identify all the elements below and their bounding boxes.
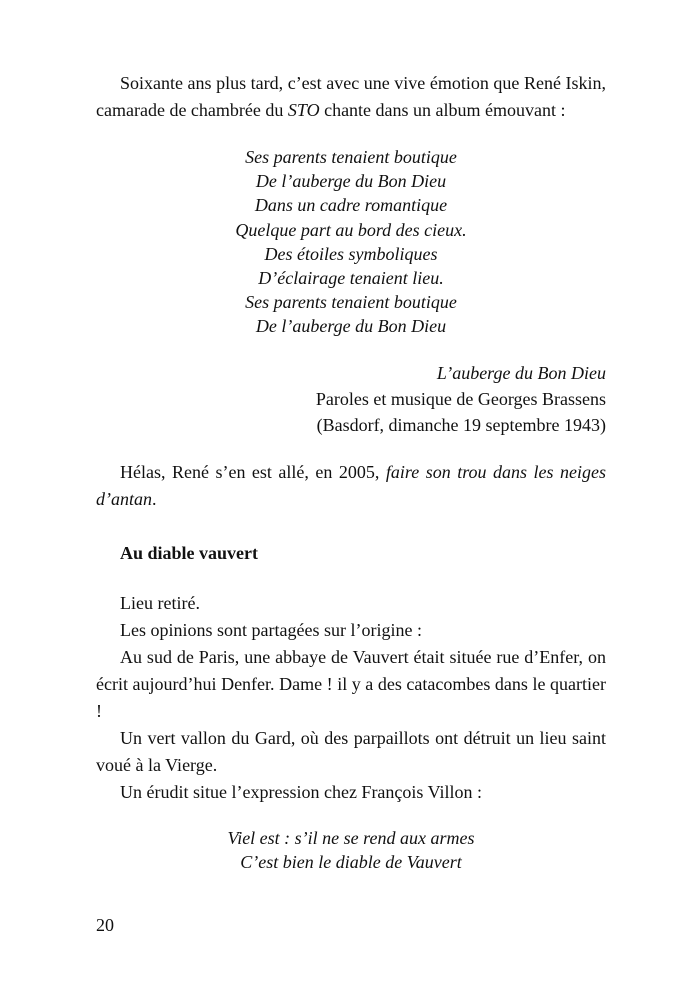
intro-text-start: Soixante ans plus tard, c’est avec une vive émotion que René Iskin, camarade de chambrée du — [96, 73, 606, 120]
paragraph: Un vert vallon du Gard, où des parpaillots ont détruit un lieu saint voué à la Vierge. — [96, 727, 606, 775]
paragraph: Les opinions sont partagées sur l’origine : — [120, 619, 422, 640]
page-body — [96, 70, 606, 874]
villon-verse — [96, 826, 606, 874]
song-title: L’auberge du Bon Dieu — [436, 362, 606, 383]
intro-paragraph — [96, 70, 606, 124]
lyric-line: De l’auberge du Bon Dieu — [255, 171, 447, 192]
section-heading: Au diable vauvert — [120, 542, 259, 563]
song-credit — [96, 360, 606, 438]
rene-text-start: Hélas, René s’en est allé, en 2005, — [120, 461, 386, 482]
paragraph: Au sud de Paris, une abbaye de Vauvert était située rue d’Enfer, on écrit aujourd’hui Denfer. Dame ! il y a des catacombes dans le quartier ! — [96, 646, 606, 721]
lyric-line: Ses parents tenaient boutique — [245, 147, 457, 167]
verse-line: Viel est : s’il ne se rend aux armes — [227, 827, 475, 848]
lyric-line: Quelque part au bord des cieux. — [235, 219, 467, 240]
song-place-date: (Basdorf, dimanche 19 septembre 1943) — [316, 414, 606, 435]
song-lyrics — [96, 145, 606, 339]
paragraph: Lieu retiré. — [120, 592, 200, 613]
rene-text-end: . — [152, 488, 157, 509]
rene-quote: faire son trou dans les neiges d’antan — [96, 461, 607, 509]
lyric-line: De l’auberge du Bon Dieu — [255, 316, 447, 337]
sto-abbreviation: STO — [287, 100, 320, 120]
verse-line: C’est bien le diable de Vauvert — [240, 851, 462, 872]
lyric-line: D’éclairage tenaient lieu. — [258, 268, 444, 289]
page-number: 20 — [96, 915, 114, 935]
lyric-line: Des étoiles symboliques — [264, 243, 438, 264]
rene-paragraph — [96, 459, 606, 513]
song-author: Paroles et musique de Georges Brassens — [315, 388, 606, 409]
intro-text-end: chante dans un album émouvant : — [319, 100, 566, 120]
lyric-line: Dans un cadre romantique — [254, 195, 448, 216]
paragraph: Un érudit situe l’expression chez François Villon : — [120, 781, 483, 802]
lyric-line: Ses parents tenaient boutique — [245, 292, 457, 313]
